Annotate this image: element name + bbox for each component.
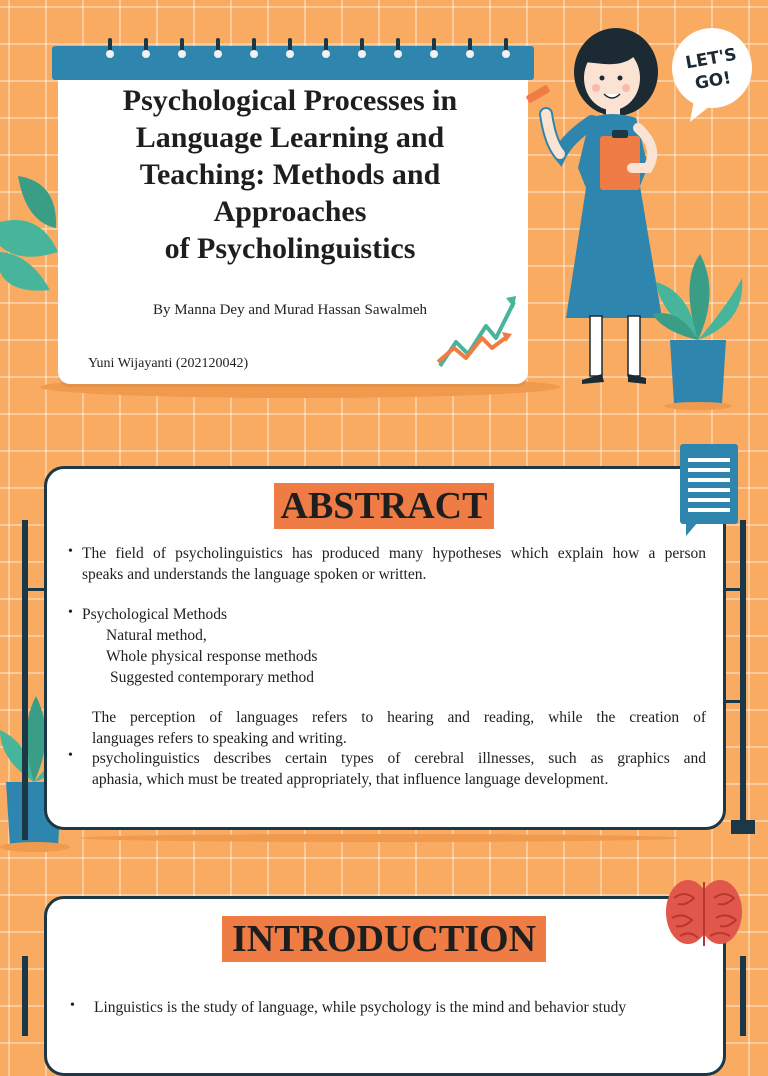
brain-icon (664, 874, 744, 954)
speech-bubble-line2: GO! (693, 68, 733, 95)
binder-ring (142, 38, 150, 60)
title-line: Approaches (213, 195, 367, 228)
abstract-bullet3-line1: psycholinguistics describes certain types of cerebral illnesses, such as graphics and (92, 750, 706, 767)
board-bracket (22, 588, 46, 591)
speech-bubble-line1: LET'S (684, 44, 739, 74)
binder-ring (286, 38, 294, 60)
potted-plant-icon (650, 252, 746, 410)
bullet-dot: • (68, 748, 73, 763)
binder-ring (250, 38, 258, 60)
document-lines-icon (678, 444, 740, 536)
board-post-left (22, 956, 28, 1036)
title-line: Teaching: Methods and (139, 158, 441, 191)
method-item: Natural method, (106, 627, 207, 644)
board-post-right (740, 956, 746, 1036)
speech-bubble (670, 22, 756, 124)
binder-ring (322, 38, 330, 60)
binder-ring (502, 38, 510, 60)
method-item: Whole physical response methods (106, 648, 318, 665)
binder-ring (466, 38, 474, 60)
title-line: Psychological Processes in (122, 84, 458, 117)
method-item: Suggested contemporary method (110, 669, 315, 686)
page-title (70, 82, 510, 267)
binder-ring (430, 38, 438, 60)
bullet-dot: • (68, 605, 73, 620)
trending-up-arrows-icon (434, 292, 518, 372)
title-line: of Psycholinguistics (164, 232, 416, 265)
binder-ring (358, 38, 366, 60)
board-post-foot (731, 820, 755, 834)
plant-shadow (0, 842, 70, 852)
title-line: Language Learning and (135, 121, 445, 154)
board-bracket (724, 700, 744, 703)
board-bracket (724, 588, 744, 591)
abstract-bullet1-line2: speaks and understands the language spoken or written. (82, 566, 427, 583)
abstract-methods-title: Psychological Methods (82, 606, 228, 623)
abstract-heading: ABSTRACT (274, 483, 494, 529)
binder-ring (106, 38, 114, 60)
introduction-bullet1: Linguistics is the study of language, while psychology is the mind and behavior study (94, 999, 627, 1016)
binder-ring (394, 38, 402, 60)
abstract-perception-line2: languages refers to speaking and writing. (92, 730, 347, 747)
introduction-heading: INTRODUCTION (222, 916, 546, 962)
binder-ring (178, 38, 186, 60)
abstract-bullet1-line1: The field of psycholinguistics has produced many hypotheses which explain how a person (82, 545, 706, 562)
board-post-right (740, 520, 746, 830)
authors-line: By Manna Dey and Murad Hassan Sawalmeh (152, 302, 428, 318)
board-post-left (22, 520, 28, 840)
binder-ring (214, 38, 222, 60)
bullet-dot: • (68, 544, 73, 559)
abstract-perception-line1: The perception of languages refers to hearing and reading, while the creation of (92, 709, 706, 726)
potted-plant-icon (0, 172, 60, 302)
bullet-dot: • (70, 998, 75, 1013)
student-name: Yuni Wijayanti (202120042) (88, 356, 249, 371)
notepad-ring-bar (52, 46, 534, 80)
board-shadow (80, 834, 680, 842)
abstract-bullet3-line2: aphasia, which must be treated appropriately, that influence language development. (92, 771, 609, 788)
